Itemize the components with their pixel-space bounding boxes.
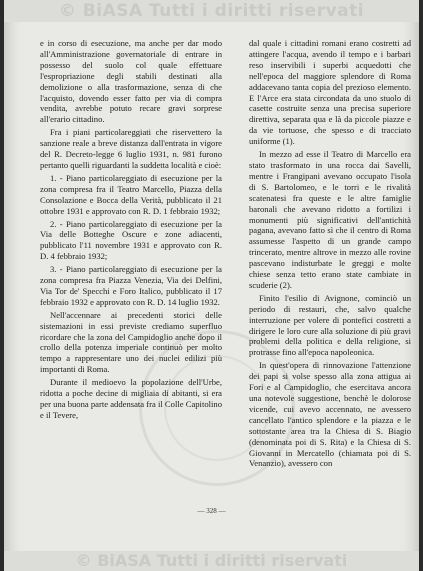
paragraph: Durante il medioevo la popolazione dell'Urbe, ridotta a poche decine di migliaia di abitanti, si era per una buona parte addensata fra il Colle Capitolino e il Tevere, bbox=[40, 377, 222, 420]
list-item: 3. - Piano particolareggiato di esecuzione per la zona compresa fra Piazza Venezia, Via dei Delfini, Via Tor de' Specchi e Foro Italico, pubblicato il 17 febbraio 1932 e approvato con R. D. 14 luglio 1932. bbox=[40, 264, 222, 307]
paragraph: Nell'accennare ai precedenti storici delle sistemazioni in essi previste crediamo superfluo ricordare che la zona del Campidoglio anche dopo il crollo della potenza imperiale continuò per molto tempo a rappresentare uno dei nuclei edilizi più importanti di Roma. bbox=[40, 309, 222, 375]
left-text-column bbox=[40, 38, 222, 421]
list-item: 1. - Piano particolareggiato di esecuzione per la zona compresa fra il Teatro Marcello, Piazza della Consolazione e Bocca della Verità, pubblicato il 21 ottobre 1931 e approvato con R. D. 1 febbraio 1932; bbox=[40, 172, 222, 216]
paragraph: Fra i piani particolareggiati che riservettero la sanzione reale a breve distanza dall'entrata in vigore del R. Decreto-legge 6 luglio 1931, n. 981 furono pertanto quelli riguardanti la suddetta località e cioè: bbox=[40, 127, 222, 170]
watermark-bottom: © BiASA Tutti i diritti riservati bbox=[4, 551, 419, 571]
page-number: — 328 — bbox=[197, 507, 226, 515]
paragraph: dal quale i cittadini romani erano costretti ad attingere l'acqua, avendo il tempo e i barbari reso inservibili i superbi acquedotti che nell'epoca del maggiore splendore di Roma addacevano tanta copia del prezioso elemento. E l'Arce era stata circondata da uno stuolo di casette costruite senza una precisa superiore direttiva, separata qua e là da piccole piazze e da vie tortuose, che spesso e di tracciato uniforme (1). bbox=[249, 38, 411, 147]
right-text-column bbox=[249, 38, 411, 469]
paragraph: In quest'opera di rinnovazione l'attenzione dei papi si volse spesso alla zona attigua ai Fori e al Campidoglio, che esercitava ancora una notevole suggestione, benchè le dolorose vicende, cui avevo accennato, ne avessero cancellato l'antico splendore e la piazza e le sottostante area tra la Chiesa di S. Biagio (denominata poi di S. Rita) e la Chiesa di S. Giovanni in Mercatello (chiamata poi di S. Venanzio), avessero con bbox=[249, 360, 411, 469]
list-item: 2. - Piano particolareggiato di esecuzione per la Via delle Botteghe Oscure e zone adiacenti, pubblicato l'11 novembre 1931 e approvato con R. D. 4 febbraio 1932; bbox=[40, 218, 222, 262]
paragraph: In mezzo ad esse il Teatro di Marcello era stato trasformato in una rocca dai Savelli, mentre i Frangipani avevano occupato l'isola di S. Bartolomeo, e le torri e le rivalità scatenatesi fra queste e le altre famiglie baronali che avevano ridotto a fortilizi i monumenti più significativi dell'antichità pagana, avevano fatto sì che il centro di Roma assumesse l'aspetto di un grande campo trincerato, mentre altrove in mezzo alle rovine pascevano indisturbate le greggi e molte chiese senza tetto erano state cambiate in scuderie (2). bbox=[249, 149, 411, 290]
paragraph: e in corso di esecuzione, ma anche per dar modo all'Amministrazione governatoriale di entrare in possesso del suolo col quale effettuare l'espropriazione degli stabili destinati alla demolizione o alla trasformazione, senza di che l'acquisto, dovendo esser fatto per via di compra vendita, avrebbe potuto recare gravi sorprese all'erario cittadino. bbox=[40, 38, 222, 125]
paragraph: Finito l'esilio di Avignone, cominciò un periodo di restauri, che, salvo qualche interruzione per volere di pontefici costretti a dirigere le loro cure alla soluzione di più gravi problemi della politica e della religione, si protrasse fino all'epoca napoleonica. bbox=[249, 292, 411, 358]
document-page bbox=[4, 0, 419, 571]
watermark-top: © BiASA Tutti i diritti riservati bbox=[4, 0, 419, 22]
